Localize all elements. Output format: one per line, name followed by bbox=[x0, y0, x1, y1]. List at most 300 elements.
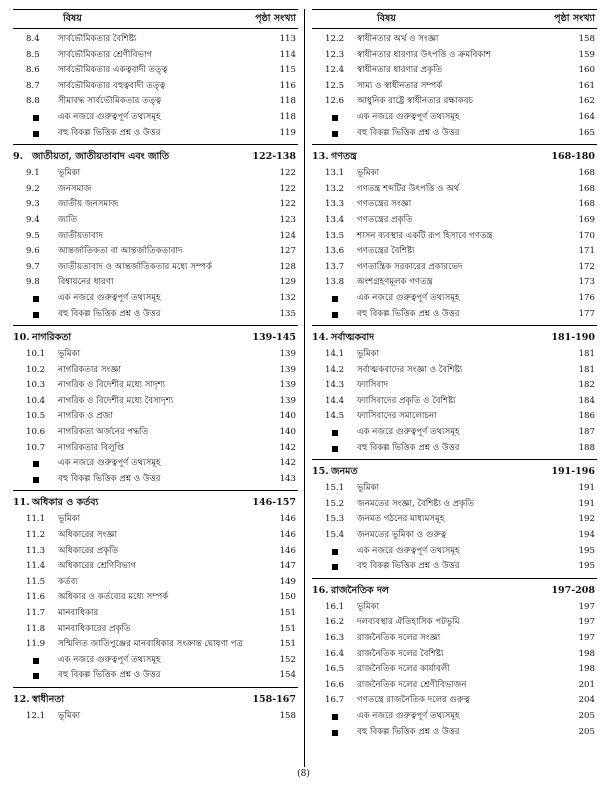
entry-title: অংশগ্রহণমূলক গণতন্ত্র bbox=[357, 277, 433, 288]
entry-page: 139 bbox=[279, 349, 296, 360]
toc-entry bbox=[312, 110, 597, 126]
entry-page: 172 bbox=[578, 261, 595, 272]
entry-number: 14.5 bbox=[325, 411, 345, 422]
toc-entry bbox=[312, 229, 597, 245]
entry-title: সীমাবদ্ধ সার্বভৌমিকতার তত্ত্ব bbox=[58, 96, 162, 107]
square-bullet-icon bbox=[33, 312, 39, 318]
square-bullet-icon bbox=[332, 730, 338, 736]
column-divider bbox=[304, 9, 305, 767]
entry-page: 139 bbox=[279, 395, 296, 406]
toc-entry bbox=[312, 425, 597, 441]
entry-page: 177 bbox=[578, 308, 595, 319]
entry-page: 142 bbox=[279, 458, 296, 469]
entry-title: অধিকারের প্রকৃতি bbox=[58, 545, 119, 556]
toc-entry bbox=[312, 378, 597, 394]
chapter-number: 9. bbox=[13, 151, 23, 163]
entry-title: জাতি bbox=[58, 214, 78, 225]
entry-number: 9.5 bbox=[26, 230, 40, 241]
entry-title: ভূমিকা bbox=[58, 710, 81, 721]
entry-page: 158 bbox=[279, 710, 296, 721]
square-bullet-icon bbox=[332, 296, 338, 302]
entry-page: 195 bbox=[578, 545, 595, 556]
toc-entry bbox=[312, 678, 597, 694]
entry-number: 9.3 bbox=[26, 199, 40, 210]
chapter-title: স্বাধীনতা bbox=[32, 693, 65, 705]
header-subject-label: বিষয় bbox=[377, 13, 396, 24]
toc-entry bbox=[312, 481, 597, 497]
toc-entry bbox=[13, 668, 298, 684]
chapter-page-range: 139-145 bbox=[252, 332, 296, 344]
entry-number: 16.6 bbox=[325, 679, 345, 690]
entry-page: 164 bbox=[578, 111, 595, 122]
chapter-page-range: 181-190 bbox=[551, 332, 595, 344]
chapter-page-range: 197-208 bbox=[551, 584, 595, 596]
chapter-title: অধিকার ও কর্তব্য bbox=[32, 497, 99, 509]
entry-number: 10.1 bbox=[26, 349, 46, 360]
entry-title: সার্বভৌমিকতার বৈশিষ্ট্য bbox=[58, 34, 137, 44]
toc-entry bbox=[312, 63, 597, 79]
entry-page: 197 bbox=[578, 617, 595, 628]
entry-title: ভূমিকা bbox=[357, 349, 380, 360]
toc-section bbox=[312, 32, 597, 141]
chapter-heading bbox=[13, 329, 298, 347]
entry-number: 11.9 bbox=[26, 639, 46, 650]
entry-title: বহু বিকল্প ভিত্তিক প্রশ্ন ও উত্তর bbox=[58, 473, 161, 484]
entry-title: জনমতের সংজ্ঞা, বৈশিষ্ট্য ও প্রকৃতি bbox=[357, 498, 475, 509]
entry-number: 16.7 bbox=[325, 695, 345, 706]
entry-page: 154 bbox=[279, 670, 296, 681]
chapter-page-range: 191-196 bbox=[551, 466, 595, 478]
entry-title: নাগরিকতার সংজ্ঞা bbox=[58, 364, 121, 375]
entry-page: 128 bbox=[279, 261, 296, 272]
entry-page: 142 bbox=[279, 442, 296, 453]
toc-entry bbox=[13, 394, 298, 410]
toc-entry bbox=[13, 182, 298, 198]
entry-title: সার্বভৌমিকতার বহুত্ববাদী তত্ত্ব bbox=[58, 80, 166, 91]
header-page-label: পৃষ্ঠা সংখ্যা bbox=[255, 13, 296, 24]
entry-title: রাজনৈতিক দলের সংজ্ঞা bbox=[357, 633, 441, 643]
square-bullet-icon bbox=[33, 477, 39, 483]
entry-title: বহু বিকল্প ভিত্তিক প্রশ্ন ও উত্তর bbox=[58, 308, 161, 319]
column-header bbox=[13, 9, 298, 29]
entry-title: রাজনৈতিক দলের কার্যাবলী bbox=[357, 664, 450, 675]
chapter-number: 10. bbox=[13, 332, 30, 344]
entry-number: 13.5 bbox=[325, 230, 345, 241]
chapter-title: রাজনৈতিক দল bbox=[331, 584, 390, 596]
square-bullet-icon bbox=[33, 131, 39, 137]
entry-title: ভূমিকা bbox=[357, 483, 380, 494]
entry-title: এক নজরে গুরুত্বপূর্ণ তথ্যসমূহ bbox=[58, 458, 161, 469]
chapter-title: গণতন্ত্র bbox=[331, 151, 357, 163]
entry-page: 191 bbox=[578, 498, 595, 509]
entry-title: বহু বিকল্প ভিত্তিক প্রশ্ন ও উত্তর bbox=[357, 127, 460, 138]
entry-page: 168 bbox=[578, 183, 595, 194]
entry-page: 159 bbox=[578, 49, 595, 60]
toc-entry bbox=[13, 32, 298, 48]
header-subject-label: বিষয় bbox=[63, 13, 82, 24]
chapter-number: 12. bbox=[13, 693, 30, 705]
entry-title: শাসন ব্যবস্থার একটি রূপ হিসাবে গণতন্ত্র bbox=[357, 230, 493, 241]
entry-page: 165 bbox=[578, 127, 595, 138]
entry-title: ভূমিকা bbox=[58, 514, 81, 525]
entry-page: 143 bbox=[279, 473, 296, 484]
entry-title: আধুনিক রাষ্ট্রে স্বাধীনতার রক্ষাকবচ bbox=[357, 96, 474, 107]
entry-page: 129 bbox=[279, 277, 296, 288]
chapter-page-range: 146-157 bbox=[252, 497, 296, 509]
chapter-heading bbox=[312, 582, 597, 600]
toc-entry bbox=[312, 197, 597, 213]
entry-number: 16.3 bbox=[325, 633, 345, 643]
entry-page: 171 bbox=[578, 246, 595, 257]
entry-page: 151 bbox=[279, 608, 296, 618]
toc-section bbox=[13, 490, 298, 684]
chapter-number: 14. bbox=[312, 332, 329, 344]
entry-number: 9.8 bbox=[26, 277, 40, 288]
entry-page: 135 bbox=[279, 308, 296, 319]
entry-title: গণতন্ত্রের সংজ্ঞা bbox=[357, 199, 412, 210]
right-column bbox=[312, 9, 597, 740]
entry-title: এক নজরে গুরুত্বপূর্ণ তথ্যসমূহ bbox=[357, 292, 460, 303]
toc-entry bbox=[13, 363, 298, 379]
square-bullet-icon bbox=[33, 673, 39, 679]
entry-page: 176 bbox=[578, 292, 595, 303]
entry-number: 9.1 bbox=[26, 168, 40, 179]
toc-section bbox=[312, 325, 597, 456]
toc-entry bbox=[13, 347, 298, 363]
entry-page: 205 bbox=[578, 726, 595, 737]
square-bullet-icon bbox=[33, 658, 39, 664]
entry-page: 116 bbox=[279, 80, 296, 91]
entry-page: 132 bbox=[279, 292, 296, 303]
entry-title: গণতন্ত্রের প্রকৃতি bbox=[357, 214, 413, 225]
entry-number: 8.6 bbox=[26, 65, 40, 76]
entry-page: 168 bbox=[578, 168, 595, 179]
entry-page: 162 bbox=[578, 96, 595, 107]
entry-number: 10.3 bbox=[26, 380, 46, 391]
entry-page: 146 bbox=[279, 514, 296, 525]
entry-title: জাতীয়তাবাদ ও আন্তর্জাতিকতার মধ্যে সম্পর্ক bbox=[58, 261, 213, 272]
chapter-title: নাগরিকতা bbox=[32, 332, 72, 344]
entry-title: স্বাধীনতার অর্থ ও সংজ্ঞা bbox=[357, 34, 439, 44]
entry-number: 9.7 bbox=[26, 261, 40, 272]
toc-entry bbox=[312, 709, 597, 725]
entry-title: সার্বভৌমিকতার একত্ববাদী তত্ত্ব bbox=[58, 65, 168, 76]
entry-number: 15.3 bbox=[325, 514, 345, 525]
entry-number: 9.4 bbox=[26, 214, 40, 225]
entry-title: নাগরিক ও প্রজা bbox=[58, 411, 113, 422]
entry-title: রাজনৈতিক দলের বৈশিষ্ট্য bbox=[357, 648, 444, 659]
toc-entry bbox=[312, 363, 597, 379]
entry-title: ফ্যাসিবাদ bbox=[357, 380, 389, 391]
toc-entry bbox=[13, 197, 298, 213]
toc-section bbox=[13, 144, 298, 322]
toc-entry bbox=[13, 79, 298, 95]
entry-page: 197 bbox=[578, 601, 595, 612]
toc-entry bbox=[13, 110, 298, 126]
entry-page: 140 bbox=[279, 411, 296, 422]
toc-entry bbox=[13, 378, 298, 394]
entry-number: 16.4 bbox=[325, 648, 345, 659]
entry-page: 118 bbox=[279, 96, 296, 107]
toc-entry bbox=[312, 307, 597, 323]
chapter-title: জাতীয়তা, জাতীয়তাবাদ এবং জাতি bbox=[32, 151, 170, 163]
entry-page: 150 bbox=[279, 592, 296, 603]
toc-entry bbox=[13, 606, 298, 622]
toc-entry bbox=[13, 575, 298, 591]
toc-entry bbox=[312, 441, 597, 457]
entry-title: বিশ্বায়নের ধারণা bbox=[58, 277, 114, 288]
toc-entry bbox=[13, 275, 298, 291]
chapter-title: সর্বাত্মকবাদ bbox=[331, 332, 375, 344]
toc-entry bbox=[312, 631, 597, 647]
toc-entry bbox=[312, 182, 597, 198]
toc-entry bbox=[13, 528, 298, 544]
entry-title: নাগরিকতা অর্জনের পদ্ধতি bbox=[58, 427, 149, 438]
section-list bbox=[312, 29, 597, 740]
entry-title: জনসমাজ bbox=[58, 183, 92, 194]
entry-page: 119 bbox=[279, 127, 296, 138]
entry-page: 181 bbox=[578, 349, 595, 360]
entry-page: 140 bbox=[279, 427, 296, 438]
entry-number: 8.5 bbox=[26, 49, 40, 60]
entry-title: এক নজরে গুরুত্বপূর্ণ তথ্যসমূহ bbox=[58, 111, 161, 122]
toc-entry bbox=[312, 94, 597, 110]
entry-page: 158 bbox=[578, 34, 595, 44]
square-bullet-icon bbox=[33, 461, 39, 467]
entry-title: সর্বাত্মকবাদের সংজ্ঞা ও বৈশিষ্ট্য bbox=[357, 364, 463, 375]
entry-number: 16.2 bbox=[325, 617, 345, 628]
entry-page: 161 bbox=[578, 80, 595, 91]
entry-page: 151 bbox=[279, 623, 296, 634]
square-bullet-icon bbox=[332, 714, 338, 720]
toc-entry bbox=[13, 166, 298, 182]
entry-number: 10.5 bbox=[26, 411, 46, 422]
entry-number: 16.5 bbox=[325, 664, 345, 675]
entry-number: 13.3 bbox=[325, 199, 345, 210]
toc-entry bbox=[13, 425, 298, 441]
entry-title: এক নজরে গুরুত্বপূর্ণ তথ্যসমূহ bbox=[357, 545, 460, 556]
entry-title: বহু বিকল্প ভিত্তিক প্রশ্ন ও উত্তর bbox=[357, 442, 460, 453]
entry-number: 11.5 bbox=[26, 576, 46, 587]
toc-entry bbox=[312, 32, 597, 48]
entry-title: মানবাধিকারের প্রকৃতি bbox=[58, 623, 131, 634]
entry-title: জনমতের ভূমিকা ও গুরুত্ব bbox=[357, 530, 447, 541]
entry-number: 14.1 bbox=[325, 349, 345, 360]
toc-entry bbox=[13, 291, 298, 307]
page-number: (8) bbox=[297, 769, 310, 779]
entry-title: জাতীয়তাবাদ bbox=[58, 230, 103, 241]
entry-title: সাম্য ও স্বাধীনতার সম্পর্ক bbox=[357, 80, 443, 91]
entry-title: বহু বিকল্প ভিত্তিক প্রশ্ন ও উত্তর bbox=[58, 670, 161, 681]
chapter-heading bbox=[13, 148, 298, 166]
toc-entry bbox=[312, 166, 597, 182]
header-page-label: পৃষ্ঠা সংখ্যা bbox=[554, 13, 595, 24]
entry-number: 8.7 bbox=[26, 80, 40, 91]
entry-title: বহু বিকল্প ভিত্তিক প্রশ্ন ও উত্তর bbox=[357, 726, 460, 737]
entry-title: সার্বভৌমিকতার শ্রেণীবিভাগ bbox=[58, 49, 153, 60]
entry-page: 198 bbox=[578, 648, 595, 659]
toc-entry bbox=[312, 291, 597, 307]
entry-title: বহু বিকল্প ভিত্তিক প্রশ্ন ও উত্তর bbox=[357, 561, 460, 572]
entry-number: 10.4 bbox=[26, 395, 46, 406]
toc-entry bbox=[312, 260, 597, 276]
toc-entry bbox=[312, 409, 597, 425]
entry-page: 170 bbox=[578, 230, 595, 241]
entry-page: 118 bbox=[279, 111, 296, 122]
toc-entry bbox=[13, 126, 298, 142]
toc-entry bbox=[13, 213, 298, 229]
entry-title: নাগরিকতার বিলুপ্তি bbox=[58, 442, 125, 453]
entry-page: 115 bbox=[279, 65, 296, 76]
chapter-title: জনমত bbox=[331, 466, 358, 478]
chapter-number: 15. bbox=[312, 466, 329, 478]
entry-number: 12.5 bbox=[325, 80, 345, 91]
entry-number: 12.6 bbox=[325, 96, 345, 107]
entry-title: স্বাধীনতার ধারণার উৎপত্তি ও ক্রমবিকাশ bbox=[357, 49, 492, 60]
entry-title: ভূমিকা bbox=[357, 168, 380, 179]
toc-entry bbox=[13, 472, 298, 488]
entry-number: 11.1 bbox=[26, 514, 46, 525]
entry-number: 9.2 bbox=[26, 183, 40, 194]
toc-entry bbox=[312, 512, 597, 528]
entry-title: এক নজরে গুরুত্বপূর্ণ তথ্যসমূহ bbox=[357, 427, 460, 438]
section-list bbox=[13, 29, 298, 725]
chapter-heading bbox=[13, 494, 298, 512]
entry-title: সম্মিলিত জাতিপুঞ্জের মানবাধিকার সংক্রান্ত ঘোষণা পত্র bbox=[58, 639, 243, 650]
entry-number: 15.4 bbox=[325, 530, 345, 541]
entry-number: 12.4 bbox=[325, 65, 345, 76]
toc-entry bbox=[13, 48, 298, 64]
entry-number: 10.6 bbox=[26, 427, 46, 438]
toc-entry bbox=[13, 653, 298, 669]
chapter-heading bbox=[312, 463, 597, 481]
chapter-heading bbox=[312, 329, 597, 347]
chapter-page-range: 168-180 bbox=[551, 151, 595, 163]
toc-entry bbox=[13, 456, 298, 472]
entry-number: 15.2 bbox=[325, 498, 345, 509]
chapter-heading bbox=[312, 148, 597, 166]
entry-title: গণতন্ত্রের বৈশিষ্ট্য bbox=[357, 246, 415, 257]
entry-page: 182 bbox=[578, 380, 595, 391]
entry-title: গণতন্ত্রে রাজনৈতিক দলের গুরুত্ব bbox=[357, 695, 470, 706]
chapter-page-range: 158-167 bbox=[252, 693, 296, 705]
entry-page: 197 bbox=[578, 633, 595, 643]
toc-entry bbox=[312, 79, 597, 95]
entry-title: দলব্যবস্থার ঐতিহাসিক পটভূমি bbox=[357, 617, 460, 628]
toc-entry bbox=[312, 244, 597, 260]
entry-number: 8.8 bbox=[26, 96, 40, 107]
toc-entry bbox=[13, 709, 298, 725]
entry-title: ফ্যাসিবাদের প্রকৃতি ও বৈশিষ্ট্য bbox=[357, 395, 456, 406]
toc-entry bbox=[312, 647, 597, 663]
toc-entry bbox=[13, 590, 298, 606]
entry-title: বহু বিকল্প ভিত্তিক প্রশ্ন ও উত্তর bbox=[357, 308, 460, 319]
entry-title: অধিকারের সংজ্ঞা bbox=[58, 530, 117, 541]
square-bullet-icon bbox=[33, 296, 39, 302]
entry-title: ভূমিকা bbox=[357, 601, 380, 612]
toc-entry bbox=[312, 126, 597, 142]
entry-number: 13.6 bbox=[325, 246, 345, 257]
entry-number: 13.8 bbox=[325, 277, 345, 288]
entry-number: 13.7 bbox=[325, 261, 345, 272]
entry-title: নাগরিক ও বিদেশীর মধ্যে বৈসাদৃশ্য bbox=[58, 395, 174, 406]
entry-page: 146 bbox=[279, 545, 296, 556]
entry-page: 114 bbox=[279, 49, 296, 60]
entry-number: 13.4 bbox=[325, 214, 345, 225]
entry-number: 11.4 bbox=[26, 561, 46, 572]
entry-title: ফ্যাসিবাদের সমালোচনা bbox=[357, 411, 437, 422]
entry-page: 181 bbox=[578, 364, 595, 375]
toc-entry bbox=[13, 544, 298, 560]
toc-entry bbox=[312, 615, 597, 631]
entry-number: 13.1 bbox=[325, 168, 345, 179]
chapter-heading bbox=[13, 691, 298, 709]
entry-page: 184 bbox=[578, 395, 595, 406]
toc-entry bbox=[312, 528, 597, 544]
square-bullet-icon bbox=[332, 564, 338, 570]
entry-page: 122 bbox=[279, 183, 296, 194]
entry-page: 173 bbox=[578, 277, 595, 288]
entry-title: নাগরিক ও বিদেশীর মধ্যে সাদৃশ্য bbox=[58, 380, 165, 391]
entry-title: এক নজরে গুরুত্বপূর্ণ তথ্যসমূহ bbox=[357, 111, 460, 122]
entry-number: 14.3 bbox=[325, 380, 345, 391]
toc-section bbox=[312, 459, 597, 575]
entry-page: 186 bbox=[578, 411, 595, 422]
entry-number: 11.2 bbox=[26, 530, 46, 541]
entry-title: এক নজরে গুরুত্বপূর্ণ তথ্যসমূহ bbox=[357, 710, 460, 721]
entry-page: 168 bbox=[578, 199, 595, 210]
entry-page: 146 bbox=[279, 530, 296, 541]
toc-entry bbox=[312, 394, 597, 410]
chapter-page-range: 122-138 bbox=[252, 151, 296, 163]
entry-page: 122 bbox=[279, 199, 296, 210]
entry-page: 201 bbox=[578, 679, 595, 690]
chapter-number: 11. bbox=[13, 497, 30, 509]
entry-title: গণতন্ত্র শব্দটির উৎপত্তি ও অর্থ bbox=[357, 183, 460, 194]
entry-page: 151 bbox=[279, 639, 296, 650]
entry-title: কর্তব্য bbox=[58, 576, 78, 587]
entry-page: 124 bbox=[279, 230, 296, 241]
entry-number: 12.2 bbox=[325, 34, 345, 44]
entry-title: গণতান্ত্রিক সরকারের প্রকারভেদ bbox=[357, 261, 463, 272]
chapter-number: 13. bbox=[312, 151, 329, 163]
entry-page: 160 bbox=[578, 65, 595, 76]
entry-title: আন্তর্জাতিকতা বা আন্তর্জাতিকতাবাদ bbox=[58, 246, 183, 257]
entry-page: 204 bbox=[578, 695, 595, 706]
toc-entry bbox=[13, 260, 298, 276]
toc-entry bbox=[312, 559, 597, 575]
entry-title: মানবাধিকার bbox=[58, 608, 99, 618]
entry-number: 11.7 bbox=[26, 608, 46, 618]
toc-section bbox=[312, 578, 597, 740]
toc-entry bbox=[13, 307, 298, 323]
square-bullet-icon bbox=[33, 115, 39, 121]
entry-number: 10.2 bbox=[26, 364, 46, 375]
entry-page: 113 bbox=[279, 34, 296, 44]
entry-page: 188 bbox=[578, 442, 595, 453]
toc-entry bbox=[13, 409, 298, 425]
entry-page: 123 bbox=[279, 214, 296, 225]
entry-page: 139 bbox=[279, 364, 296, 375]
entry-number: 14.2 bbox=[325, 364, 345, 375]
toc-entry bbox=[13, 622, 298, 638]
left-column bbox=[13, 9, 298, 725]
entry-title: এক নজরে গুরুত্বপূর্ণ তথ্যসমূহ bbox=[58, 292, 161, 303]
entry-page: 127 bbox=[279, 246, 296, 257]
entry-number: 12.3 bbox=[325, 49, 345, 60]
toc-entry bbox=[13, 63, 298, 79]
entry-number: 11.3 bbox=[26, 545, 46, 556]
